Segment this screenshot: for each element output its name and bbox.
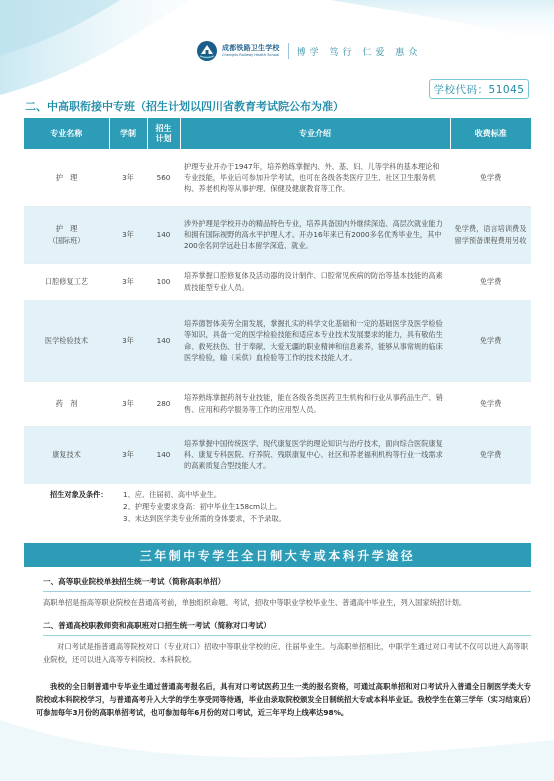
school-name: [222, 45, 280, 58]
major-years: 3年: [109, 300, 147, 381]
major-name: 医学检验技术: [24, 300, 109, 381]
major-years: 3年: [109, 263, 147, 300]
requirements-label: 招生对象及条件：: [50, 490, 108, 499]
school-motto: 博学 笃行 仁爱 惠众: [296, 47, 422, 58]
major-fee: 免学费，语言培训费及留学预备课程费用另收: [450, 206, 531, 263]
major-name: 护 理: [24, 149, 109, 206]
col-header-plan-text: 招生计划: [155, 123, 172, 143]
school-name-en: Chengdu Railway Health School: [222, 52, 280, 57]
table-header-row: [24, 118, 531, 149]
section-title: 二、中高职衔接中专班（招生计划以四川省教育考试院公布为准）: [25, 100, 344, 113]
major-fee: 免学费: [450, 300, 531, 381]
major-intro: 培养掌握口腔修复体及活动器的设计制作、口腔常见疾病的防治等基本技能的高素质技能型专业人员。: [180, 263, 450, 300]
major-intro: 培养熟练掌握药剂专业技能，能在各级各类医药卫生机构和行业从事药品生产、销售、应用和药学服务等工作的应用型人员。: [180, 381, 450, 426]
major-years: 3年: [109, 206, 147, 263]
requirement-item: 2、护理专业要求身高：初中毕业生158cm以上。: [123, 502, 282, 512]
major-years: 3年: [109, 426, 147, 483]
path2-underline: [43, 635, 531, 636]
col-header-years: 学制: [109, 118, 147, 149]
major-name-line1: 护 理: [55, 224, 78, 234]
table-row: [24, 149, 531, 206]
table-row: [24, 300, 531, 381]
col-header-fee: 收费标准: [450, 118, 531, 149]
major-plan: 140: [147, 300, 180, 381]
major-plan: 280: [147, 381, 180, 426]
major-fee: 免学费: [450, 149, 531, 206]
major-plan: 140: [147, 206, 180, 263]
major-years: 3年: [109, 149, 147, 206]
table-row: [24, 206, 531, 263]
major-plan: 140: [147, 426, 180, 483]
major-intro: 涉外护理是学校开办的精品特色专业，培养具备国内外继续深造、高层次就业能力和拥有国际视野的高水平护理人才。开办16年来已有2000多名优秀毕业生，其中200余名同学远赴日本留学深造、就业。: [180, 206, 450, 263]
school-code-badge: 学校代码：51045: [429, 79, 529, 99]
table-row: [24, 426, 531, 483]
major-name: 康复技术: [24, 426, 109, 483]
major-plan: 560: [147, 149, 180, 206]
path2-text: 对口考试是指普通高等院校对口（专业对口）招收中等职业学校的应、往届毕业生。与高职单招相比，中职学生通过对口考试不仅可以进入高等职业院校，还可以进入高等专科院校、本科院校。: [43, 642, 528, 664]
major-fee: 免学费: [450, 381, 531, 426]
col-header-intro: 专业介绍: [180, 118, 450, 149]
col-header-plan: [147, 118, 180, 149]
requirement-item: 3、未达到医学类专业所需的身体要求，不予录取。: [123, 514, 286, 524]
col-header-major: 专业名称: [24, 118, 109, 149]
table-row: [24, 263, 531, 300]
major-fee: 免学费: [450, 426, 531, 483]
requirements-list: [123, 489, 286, 526]
major-intro: 培养掌握中国传统医学、现代康复医学的理论知识与治疗技术，面向综合医院康复科、康复专科医院、疗养院、残联康复中心、社区和养老福利机构等行业一线需求的高素质复合型技能人才。: [180, 426, 450, 483]
path1-underline: [43, 591, 531, 592]
school-logo-icon: [196, 40, 218, 62]
requirement-item: 1、应、往届初、高中毕业生。: [123, 490, 222, 499]
summary-text: 我校的全日制普通中专毕业生通过普通高考报名后，具有对口考试医药卫生一类的报名资格，可通过高职单招和对口考试升入普通全日制医学类大专院校或本科院校学习，与普通高考升入大学的学生享受同等待遇，毕业由录取院校颁发全日制统招大专或本科毕业证。我校学生在第三学年（实习结束后）可参加每年3月份的高职单招考试，也可参加每年6月份的对口考试，近三年平均上线率达98%。: [36, 682, 531, 718]
majors-table: [24, 118, 531, 484]
pathways-banner: 三年制中专学生全日制大专或本科升学途径: [24, 543, 531, 567]
major-fee: 免学费: [450, 263, 531, 300]
path1-title: 一、高等职业院校单独招生统一考试（简称高职单招）: [43, 577, 226, 586]
school-name-cn: 成都铁路卫生学校: [222, 43, 280, 52]
major-intro: 培养德智体美劳全面发展，掌握扎实的科学文化基础和一定的基础医学及医学检验等知识，具备一定的医学检验技能和适应本专业技术发展要求的能力，具有敬佑生命、救死扶伤、甘于奉献、大爱无疆的职业精神和信息素养，能够从事常规的临床医学检验，输（采供）血检验等工作的技术技能人才。: [180, 300, 450, 381]
path2-title: 二、普通高校职教师资和高职班对口招生统一考试（简称对口考试）: [43, 621, 271, 630]
header-divider: [288, 43, 289, 59]
path1-text: 高职单招是指高等职业院校在普通高考前，单独组织命题、考试，招收中等职业学校毕业生、普通高中毕业生，列入国家统招计划。: [43, 598, 467, 607]
major-name: 药 剂: [24, 381, 109, 426]
table-row: [24, 381, 531, 426]
major-name: 口腔修复工艺: [24, 263, 109, 300]
major-name: [24, 206, 109, 263]
page-header: [196, 40, 421, 62]
major-years: 3年: [109, 381, 147, 426]
major-plan: 100: [147, 263, 180, 300]
major-name-line2: （国际班）: [48, 235, 85, 245]
major-intro: 护理专业开办于1947年，培养熟练掌握内、外、基、妇、儿等学科的基本理论和专业技能，毕业后可参加升学考试，也可在各级各类医疗卫生、社区卫生服务机构、养老机构等从事护理、保健及健康教育等工作。: [180, 149, 450, 206]
